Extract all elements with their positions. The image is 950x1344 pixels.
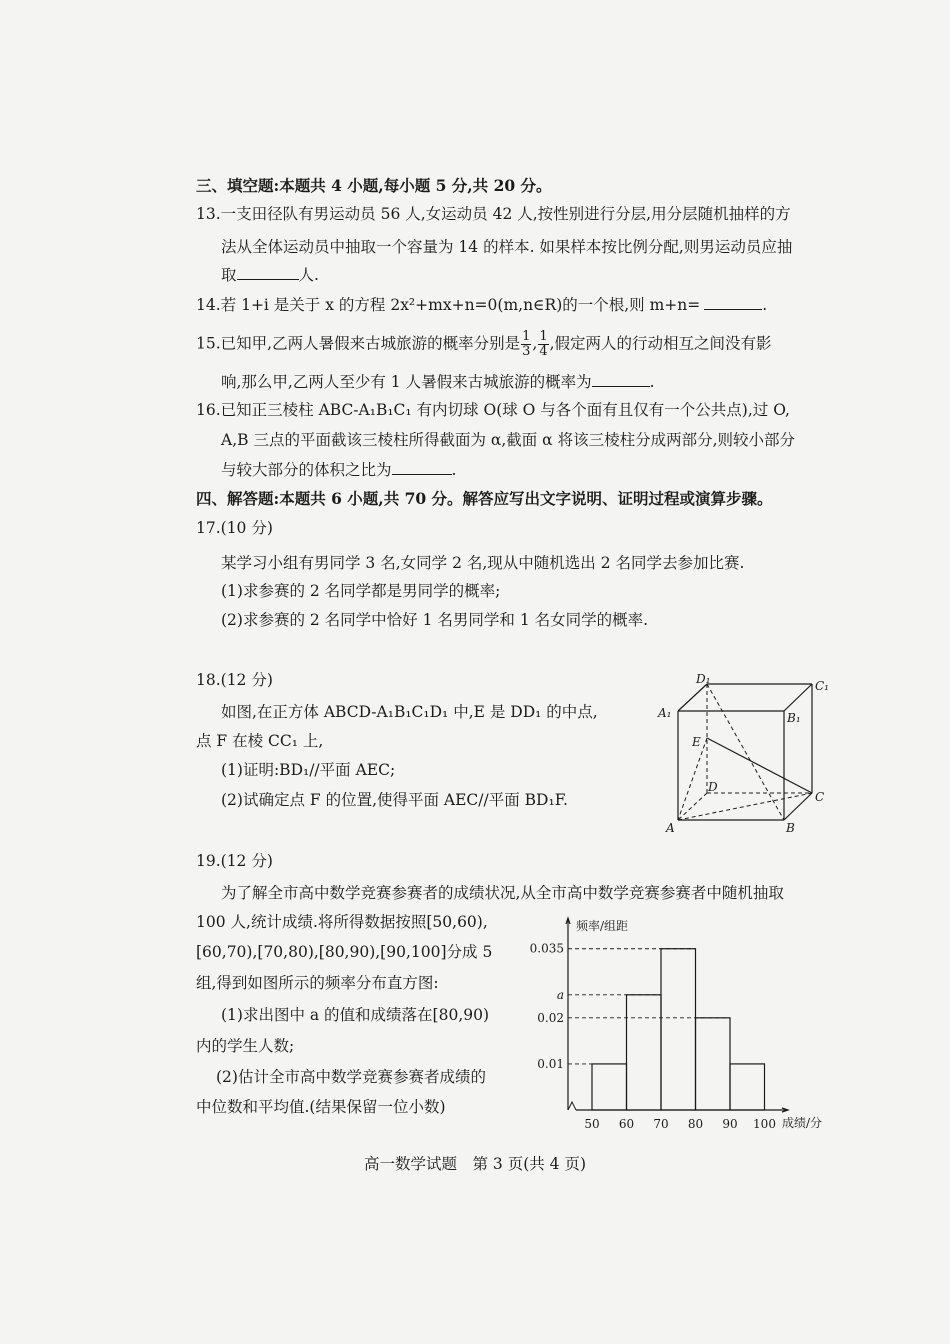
diagonal-AC-hidden bbox=[678, 793, 812, 820]
q19-line7: (2)估计全市高中数学竞赛参赛者成绩的 bbox=[216, 1068, 486, 1086]
edge-C1B1 bbox=[784, 684, 812, 711]
histogram-bar bbox=[696, 1018, 731, 1110]
frequency-histogram bbox=[520, 912, 840, 1137]
x-tick-label: 100 bbox=[753, 1117, 776, 1131]
q14-line bbox=[196, 294, 767, 316]
q17-part2: (2)求参赛的 2 名同学中恰好 1 名男同学和 1 名女同学的概率. bbox=[221, 611, 649, 629]
q19-line2: 100 人,统计成绩.将所得数据按照[50,60), bbox=[196, 913, 488, 931]
label-A1: A₁ bbox=[658, 706, 672, 720]
label-A: A bbox=[666, 821, 675, 835]
q19-head: 19.(12 分) bbox=[196, 852, 273, 870]
q15-text-c: 响,那么甲,乙两人至少有 1 人暑假来古城旅游的概率为 bbox=[221, 373, 592, 391]
q18-stem1: 如图,在正方体 ABCD-A₁B₁C₁D₁ 中,E 是 DD₁ 的中点, bbox=[221, 703, 598, 721]
q13-line2: 法从全体运动员中抽取一个容量为 14 的样本. 如果样本按比例分配,则男运动员应抽 bbox=[221, 238, 793, 256]
x-tick-label: 50 bbox=[584, 1117, 600, 1131]
q16-end: . bbox=[451, 461, 457, 479]
axis-break bbox=[568, 1102, 576, 1110]
q15-text-b: ,假定两人的行动相互之间没有影 bbox=[549, 334, 772, 353]
q16-answer-blank bbox=[392, 460, 452, 475]
q15-frac2-den: 4 bbox=[539, 344, 548, 359]
q14-text: 14.若 1+i 是关于 x 的方程 2x²+mx+n=0(m,n∈R)的一个根,则 m+n= bbox=[196, 296, 701, 314]
page-footer: 高一数学试题 第 3 页(共 4 页) bbox=[363, 1155, 587, 1173]
x-tick-label: 80 bbox=[687, 1117, 704, 1131]
q19-line1: 为了解全市高中数学竞赛参赛者的成绩状况,从全市高中数学竞赛参赛者中随机抽取 bbox=[221, 884, 784, 902]
edge-A1D1 bbox=[678, 684, 707, 711]
q13-line3 bbox=[221, 264, 319, 286]
q14-end: . bbox=[762, 296, 768, 314]
y-tick-label: 0.02 bbox=[537, 1010, 564, 1025]
q15-end: . bbox=[649, 373, 655, 391]
x-tick-label: 90 bbox=[722, 1117, 738, 1131]
segment-EA-hidden bbox=[678, 738, 707, 820]
q13-line3-end: 人. bbox=[298, 266, 319, 284]
q17-part1: (1)求参赛的 2 名同学都是男同学的概率; bbox=[221, 582, 501, 600]
label-B1: B₁ bbox=[787, 711, 801, 725]
label-C1: C₁ bbox=[815, 679, 829, 693]
q18-part1: (1)证明:BD₁//平面 AEC; bbox=[221, 761, 396, 779]
q19-line3: [60,70),[70,80),[80,90),[90,100]分成 5 bbox=[196, 943, 493, 961]
segment-EC bbox=[707, 738, 812, 793]
q16-line1: 16.已知正三棱柱 ABC-A₁B₁C₁ 有内切球 O(球 O 与各个面有且仅有一个公共点),过 O, bbox=[196, 401, 790, 419]
q15-line2 bbox=[221, 371, 655, 393]
x-axis-label: 成绩/分 bbox=[782, 1116, 823, 1130]
y-tick-label: a bbox=[556, 987, 564, 1002]
q15-frac2-num: 1 bbox=[539, 329, 548, 344]
histogram-bar bbox=[730, 1064, 765, 1110]
x-tick-label: 70 bbox=[653, 1117, 669, 1131]
edge-CB bbox=[784, 793, 812, 820]
q15-text-a: 15.已知甲,乙两人暑假来古城旅游的概率分别是 bbox=[196, 334, 521, 353]
cube-figure bbox=[650, 670, 850, 840]
histogram-bar bbox=[627, 995, 662, 1110]
q19-line4: 组,得到如图所示的频率分布直方图: bbox=[196, 974, 439, 992]
q17-head: 17.(10 分) bbox=[196, 519, 273, 537]
y-tick-label: 0.035 bbox=[529, 941, 564, 956]
q18-head: 18.(12 分) bbox=[196, 671, 273, 689]
label-E: E bbox=[692, 735, 701, 749]
label-B: B bbox=[786, 821, 795, 835]
label-C: C bbox=[815, 790, 825, 804]
histogram-bar bbox=[661, 949, 696, 1110]
label-D: D bbox=[708, 780, 718, 794]
q19-line6: 内的学生人数; bbox=[196, 1037, 295, 1055]
q13-line1: 13.一支田径队有男运动员 56 人,女运动员 42 人,按性别进行分层,用分层随机抽样的方 bbox=[196, 205, 791, 223]
y-axis-label: 频率/组距 bbox=[576, 919, 629, 933]
section3-heading: 三、填空题:本题共 4 小题,每小题 5 分,共 20 分。 bbox=[196, 176, 552, 195]
q17-stem: 某学习小组有男同学 3 名,女同学 2 名,现从中随机选出 2 名同学去参加比赛. bbox=[221, 554, 745, 572]
q13-answer-blank bbox=[237, 265, 299, 280]
q16-line3 bbox=[221, 459, 456, 481]
q18-stem2: 点 F 在棱 CC₁ 上, bbox=[196, 732, 324, 750]
q16-text: 与较大部分的体积之比为 bbox=[221, 461, 392, 479]
label-D1: D₁ bbox=[696, 672, 711, 686]
y-tick-label: 0.01 bbox=[537, 1056, 564, 1071]
q14-answer-blank bbox=[704, 295, 762, 310]
q18-part2: (2)试确定点 F 的位置,使得平面 AEC//平面 BD₁F. bbox=[221, 791, 568, 809]
q15-frac1-den: 3 bbox=[522, 344, 531, 359]
diagonal-D1B-hidden bbox=[707, 684, 784, 820]
section4-heading: 四、解答题:本题共 6 小题,共 70 分。解答应写出文字说明、证明过程或演算步骤。 bbox=[196, 489, 773, 508]
q15-line1 bbox=[196, 330, 772, 359]
x-tick-label: 60 bbox=[618, 1117, 635, 1131]
q19-line5: (1)求出图中 a 的值和成绩落在[80,90) bbox=[221, 1006, 490, 1024]
q15-answer-blank bbox=[592, 372, 650, 387]
q15-sep: , bbox=[532, 334, 538, 353]
q15-fraction-1 bbox=[521, 330, 531, 359]
q13-line3-text: 取 bbox=[221, 266, 237, 284]
q15-fraction-2 bbox=[538, 330, 548, 359]
histogram-bar bbox=[592, 1064, 627, 1110]
q19-line8: 中位数和平均值.(结果保留一位小数) bbox=[196, 1098, 446, 1116]
q15-frac1-num: 1 bbox=[522, 329, 531, 344]
q16-line2: A,B 三点的平面截该三棱柱所得截面为 α,截面 α 将该三棱柱分成两部分,则较小部分 bbox=[221, 431, 796, 449]
